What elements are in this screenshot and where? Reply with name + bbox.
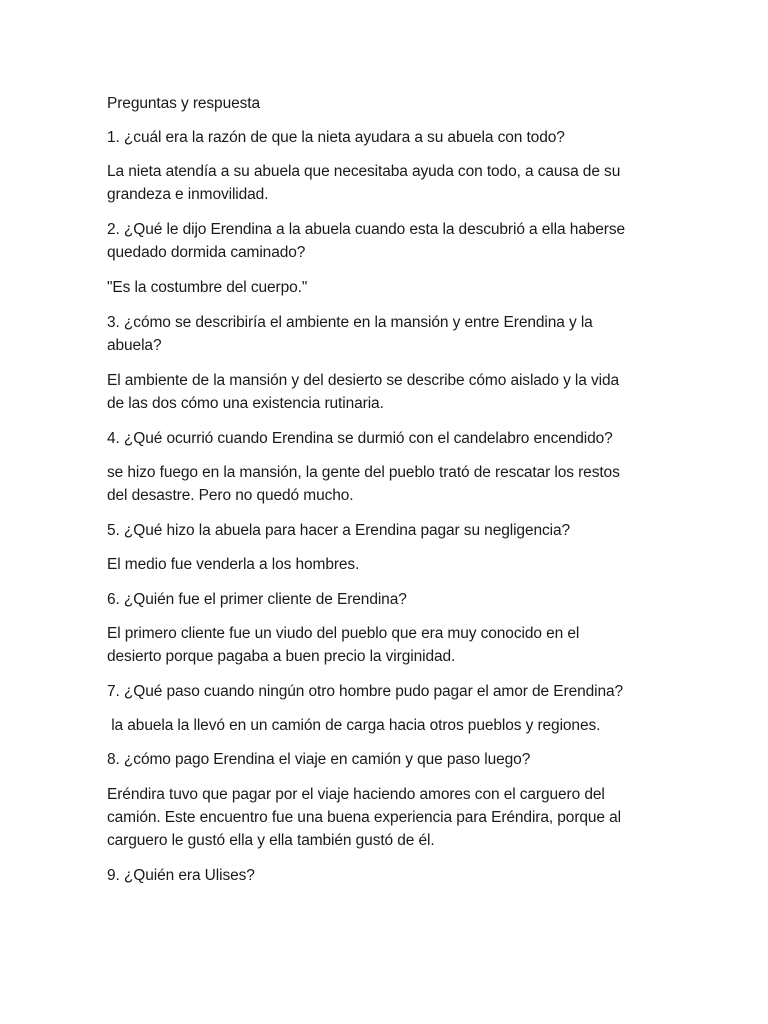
answer-1-line-1: La nieta atendía a su abuela que necesitaba ayuda con todo, a causa de su xyxy=(107,163,621,180)
answer-4-line-1: se hizo fuego en la mansión, la gente del pueblo trató de rescatar los restos xyxy=(107,464,620,481)
answer-8-line-2: camión. Este encuentro fue una buena experiencia para Eréndira, porque al xyxy=(107,809,622,826)
answer-5: El medio fue venderla a los hombres. xyxy=(107,556,360,573)
question-8: 8. ¿cómo pago Erendina el viaje en camión y que paso luego? xyxy=(107,751,531,768)
question-4: 4. ¿Qué ocurrió cuando Erendina se durmió con el candelabro encendido? xyxy=(107,430,613,447)
answer-3-line-1: El ambiente de la mansión y del desierto se describe cómo aislado y la vida xyxy=(107,372,620,389)
question-1: 1. ¿cuál era la razón de que la nieta ayudara a su abuela con todo? xyxy=(107,129,565,146)
question-2-line-1: 2. ¿Qué le dijo Erendina a la abuela cuando esta la descubrió a ella haberse xyxy=(107,221,626,238)
question-6: 6. ¿Quién fue el primer cliente de Erendina? xyxy=(107,591,407,608)
answer-7: la abuela la llevó en un camión de carga hacia otros pueblos y regiones. xyxy=(107,717,601,734)
document-title: Preguntas y respuesta xyxy=(107,95,260,112)
answer-8-line-3: carguero le gustó ella y ella también gustó de él. xyxy=(107,832,435,849)
answer-4-line-2: del desastre. Pero no quedó mucho. xyxy=(107,487,354,504)
question-3-line-1: 3. ¿cómo se describiría el ambiente en la mansión y entre Erendina y la xyxy=(107,314,593,331)
question-2-line-2: quedado dormida caminado? xyxy=(107,244,306,261)
answer-8-line-1: Eréndira tuvo que pagar por el viaje haciendo amores con el carguero del xyxy=(107,786,605,803)
answer-6-line-2: desierto porque pagaba a buen precio la virginidad. xyxy=(107,648,456,665)
question-3-line-2: abuela? xyxy=(107,337,162,354)
answer-1-line-2: grandeza e inmovilidad. xyxy=(107,186,269,203)
answer-3-line-2: de las dos cómo una existencia rutinaria. xyxy=(107,395,384,412)
question-9: 9. ¿Quién era Ulises? xyxy=(107,867,255,884)
question-5: 5. ¿Qué hizo la abuela para hacer a Erendina pagar su negligencia? xyxy=(107,522,571,539)
answer-6-line-1: El primero cliente fue un viudo del pueblo que era muy conocido en el xyxy=(107,625,580,642)
answer-2: "Es la costumbre del cuerpo." xyxy=(107,279,308,296)
question-7: 7. ¿Qué paso cuando ningún otro hombre pudo pagar el amor de Erendina? xyxy=(107,683,624,700)
